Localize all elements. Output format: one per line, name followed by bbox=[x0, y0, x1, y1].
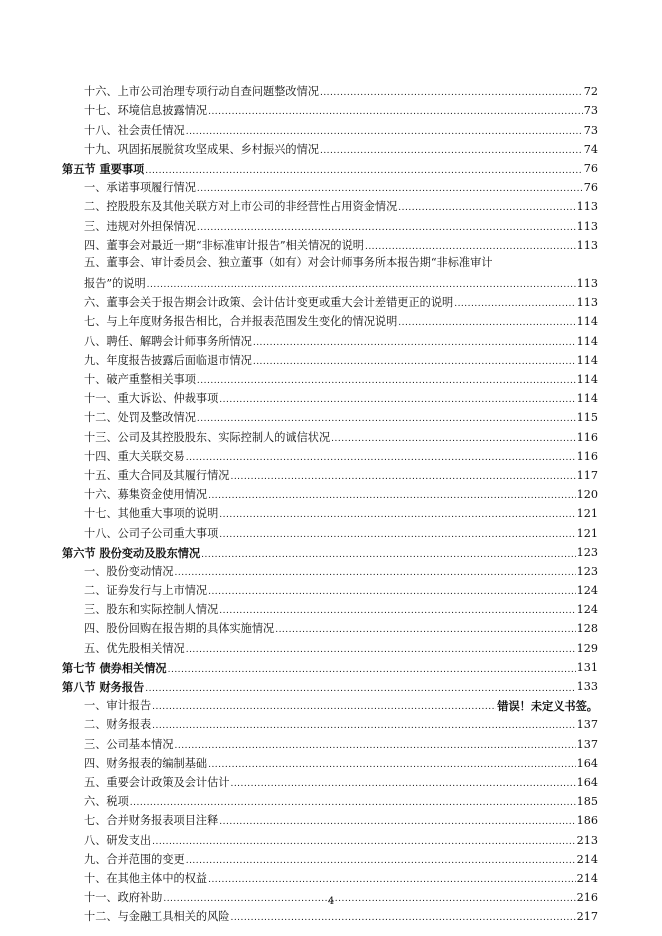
dot-leader bbox=[152, 699, 496, 713]
toc-entry-text: 一、承诺事项履行情况 bbox=[84, 181, 196, 195]
dot-leader bbox=[219, 603, 575, 617]
toc-page-number: 131 bbox=[576, 660, 598, 674]
toc-entry-text: 第六节 股份变动及股东情况 bbox=[62, 545, 201, 560]
toc-page-number: 185 bbox=[576, 795, 598, 809]
toc-page-number: 114 bbox=[576, 353, 598, 367]
toc-entry[interactable] bbox=[62, 598, 598, 617]
dot-leader bbox=[168, 661, 576, 675]
toc-page-number: 128 bbox=[576, 622, 598, 636]
toc-entry-text: 第七节 债券相关情况 bbox=[62, 660, 167, 675]
toc-entry[interactable] bbox=[62, 464, 598, 483]
toc-page-number: 76 bbox=[583, 161, 598, 175]
toc-page-number: 123 bbox=[576, 564, 598, 578]
toc-entry-text: 十一、重大诉讼、仲裁事项 bbox=[84, 392, 219, 406]
toc-entry[interactable] bbox=[62, 387, 598, 406]
toc-page-number: 129 bbox=[576, 641, 598, 655]
toc-page-number: 73 bbox=[583, 104, 598, 118]
toc-entry-text: 四、财务报表的编制基础 bbox=[84, 756, 208, 770]
toc-entry-text: 二、控股股东及其他关联方对上市公司的非经营性占用资金情况 bbox=[84, 200, 398, 214]
toc-section-heading[interactable] bbox=[62, 675, 598, 694]
toc-entry-text-cont: 报告”的说明 bbox=[84, 277, 146, 291]
toc-entry-text: 四、董事会对最近一期“非标准审计报告”相关情况的说明 bbox=[84, 238, 364, 252]
toc-entry-text: 十一、政府补助 bbox=[84, 891, 163, 905]
toc-page-number: 213 bbox=[576, 833, 598, 847]
page-number: 4 bbox=[327, 896, 335, 907]
toc-page-number: 123 bbox=[576, 545, 598, 559]
toc-entry-text: 十七、其他重大事项的说明 bbox=[84, 507, 219, 521]
dot-leader bbox=[320, 143, 583, 157]
toc-entry[interactable] bbox=[62, 483, 598, 502]
toc-page-number: 114 bbox=[576, 392, 598, 406]
toc-entry-text: 二、财务报表 bbox=[84, 718, 152, 732]
toc-entry-text: 七、与上年度财务报告相比，合并报表范围发生变化的情况说明 bbox=[84, 315, 398, 329]
toc-entry[interactable] bbox=[62, 138, 598, 157]
dot-leader bbox=[208, 104, 583, 118]
toc-entry[interactable] bbox=[62, 349, 598, 368]
dot-leader bbox=[219, 507, 575, 521]
toc-page-number: 137 bbox=[576, 718, 598, 732]
dot-leader bbox=[219, 527, 575, 541]
dot-leader bbox=[175, 565, 576, 579]
toc-entry[interactable] bbox=[62, 732, 598, 751]
toc-entry[interactable] bbox=[62, 329, 598, 348]
dot-leader bbox=[152, 718, 576, 732]
toc-page-number: 114 bbox=[576, 334, 598, 348]
dot-leader bbox=[208, 584, 576, 598]
toc-entry[interactable] bbox=[62, 809, 598, 828]
dot-leader bbox=[186, 124, 583, 138]
dot-leader bbox=[365, 239, 576, 253]
toc-page-number: 116 bbox=[576, 449, 598, 463]
toc-entry-text: 十七、环境信息披露情况 bbox=[84, 104, 208, 118]
dot-leader bbox=[454, 296, 575, 310]
dot-leader bbox=[186, 450, 576, 464]
toc-entry-text: 四、股份回购在报告期的具体实施情况 bbox=[84, 622, 275, 636]
toc-page-number: 214 bbox=[576, 852, 598, 866]
toc-entry[interactable] bbox=[62, 406, 598, 425]
dot-leader bbox=[275, 622, 575, 636]
toc-entry-text: 第五节 重要事项 bbox=[62, 161, 145, 176]
toc-entry-text: 十八、社会责任情况 bbox=[84, 123, 185, 137]
toc-entry-text: 九、年度报告披露后面临退市情况 bbox=[84, 353, 252, 367]
toc-entry-text: 十五、重大合同及其履行情况 bbox=[84, 468, 230, 482]
toc-entry[interactable] bbox=[62, 310, 598, 329]
toc-entry-text: 第八节 财务报告 bbox=[62, 680, 145, 694]
toc-entry[interactable] bbox=[62, 214, 598, 233]
dot-leader bbox=[197, 373, 576, 387]
toc-entry-text: 十、破产重整相关事项 bbox=[84, 373, 196, 386]
toc-section-heading[interactable] bbox=[62, 157, 598, 176]
dot-leader bbox=[219, 392, 575, 406]
toc-page-number: 216 bbox=[576, 891, 598, 905]
toc-page-number: 113 bbox=[576, 277, 598, 291]
toc-entry[interactable] bbox=[62, 253, 598, 291]
toc-entry-text: 八、聘任、解聘会计师事务所情况 bbox=[84, 334, 252, 348]
toc-page-number: 72 bbox=[583, 85, 598, 99]
toc-entry[interactable] bbox=[62, 636, 598, 655]
toc-entry[interactable] bbox=[62, 694, 598, 713]
toc-entry[interactable] bbox=[62, 771, 598, 790]
toc-page-number: 137 bbox=[576, 737, 598, 751]
dot-leader bbox=[201, 546, 575, 560]
toc-entry-text: 十三、公司及其控股股东、实际控制人的诚信状况 bbox=[84, 430, 331, 444]
toc-entry-text: 十六、上市公司治理专项行动自查问题整改情况 bbox=[84, 85, 319, 99]
toc-entry[interactable] bbox=[62, 80, 598, 99]
toc-entry[interactable] bbox=[62, 790, 598, 809]
toc-entry[interactable] bbox=[62, 425, 598, 444]
toc-entry-text: 十二、与金融工具相关的风险 bbox=[84, 910, 230, 924]
toc-entry[interactable] bbox=[62, 713, 598, 732]
toc-page-number: 113 bbox=[576, 200, 598, 214]
toc-entry-text: 十八、公司子公司重大事项 bbox=[84, 526, 219, 540]
toc-page-number: 121 bbox=[576, 526, 598, 540]
dot-leader bbox=[175, 738, 576, 752]
toc-entry-text: 六、税项 bbox=[84, 795, 129, 809]
dot-leader bbox=[186, 642, 576, 656]
dot-leader bbox=[253, 354, 576, 368]
toc-page-number: 114 bbox=[576, 315, 598, 329]
dot-leader bbox=[130, 795, 576, 809]
toc-entry[interactable] bbox=[62, 99, 598, 118]
toc-page-number: 114 bbox=[576, 373, 598, 386]
toc-entry[interactable] bbox=[62, 118, 598, 137]
dot-leader bbox=[147, 277, 576, 291]
toc-page-number: 117 bbox=[576, 468, 598, 482]
toc-entry[interactable] bbox=[62, 617, 598, 636]
toc-entry[interactable] bbox=[62, 291, 598, 310]
dot-leader bbox=[186, 853, 576, 867]
dot-leader bbox=[145, 680, 575, 694]
toc-entry-text: 五、优先股相关情况 bbox=[84, 641, 185, 655]
dot-leader bbox=[253, 335, 576, 349]
toc-entry-text: 一、股份变动情况 bbox=[84, 564, 174, 578]
toc-entry-text: 三、违规对外担保情况 bbox=[84, 219, 196, 233]
toc-entry-text: 十九、巩固拓展脱贫攻坚成果、乡村振兴的情况 bbox=[84, 142, 319, 156]
toc-page-number: 133 bbox=[576, 680, 598, 693]
toc-entry-text: 十六、募集资金使用情况 bbox=[84, 488, 208, 502]
toc-entry-text: 八、研发支出 bbox=[84, 833, 152, 847]
dot-leader bbox=[398, 315, 575, 329]
toc-page-number: 164 bbox=[576, 756, 598, 770]
toc-entry[interactable] bbox=[62, 176, 598, 195]
dot-leader bbox=[197, 411, 576, 425]
toc-entry-text: 一、审计报告 bbox=[84, 699, 152, 713]
toc-page-number: 186 bbox=[576, 814, 598, 828]
toc-entry[interactable] bbox=[62, 905, 598, 924]
dot-leader bbox=[331, 431, 576, 445]
toc-entry-text: 六、董事会关于报告期会计政策、会计估计变更或重大会计差错更正的说明 bbox=[84, 296, 454, 310]
toc-entry[interactable] bbox=[62, 521, 598, 540]
toc-page-number: 120 bbox=[576, 488, 598, 502]
toc-entry-continuation bbox=[84, 272, 598, 291]
toc-page-number: 116 bbox=[576, 430, 598, 444]
dot-leader bbox=[230, 469, 575, 483]
toc-entry[interactable] bbox=[62, 445, 598, 464]
toc-entry-text: 三、股东和实际控制人情况 bbox=[84, 603, 219, 617]
dot-leader bbox=[197, 181, 583, 195]
toc-entry[interactable] bbox=[62, 560, 598, 579]
toc-entry-text: 五、重要会计政策及会计估计 bbox=[84, 775, 230, 789]
toc-entry-text: 十二、处罚及整改情况 bbox=[84, 411, 196, 425]
toc-entry[interactable] bbox=[62, 234, 598, 253]
toc-page-number: 217 bbox=[576, 910, 598, 924]
toc-page-number: 76 bbox=[583, 181, 598, 195]
toc-entry[interactable] bbox=[62, 195, 598, 214]
table-of-contents bbox=[62, 80, 598, 924]
dot-leader bbox=[208, 872, 576, 886]
toc-entry-text: 七、合并财务报表项目注释 bbox=[84, 814, 219, 828]
toc-page-number: 113 bbox=[576, 296, 598, 310]
toc-entry[interactable] bbox=[62, 848, 598, 867]
toc-entry-text: 十、在其他主体中的权益 bbox=[84, 871, 208, 885]
dot-leader bbox=[230, 776, 575, 790]
toc-error-reference: 错误！未定义书签。 bbox=[497, 699, 598, 714]
dot-leader bbox=[230, 910, 575, 924]
toc-entry[interactable] bbox=[62, 502, 598, 521]
toc-page-number: 124 bbox=[576, 584, 598, 598]
toc-page-number: 115 bbox=[576, 411, 598, 425]
toc-page-number: 164 bbox=[576, 775, 598, 789]
toc-entry-text: 二、证券发行与上市情况 bbox=[84, 584, 208, 598]
toc-page-number: 74 bbox=[583, 142, 598, 156]
toc-entry-text: 五、董事会、审计委员会、独立董事（如有）对会计师事务所本报告期“非标准审计 bbox=[84, 255, 493, 269]
toc-entry[interactable] bbox=[62, 867, 598, 886]
toc-entry[interactable] bbox=[62, 368, 598, 387]
toc-entry-text: 九、合并范围的变更 bbox=[84, 852, 185, 866]
toc-page-number: 73 bbox=[583, 123, 598, 137]
toc-entry[interactable] bbox=[62, 579, 598, 598]
dot-leader bbox=[152, 834, 576, 848]
toc-page-number: 121 bbox=[576, 507, 598, 521]
toc-section-heading[interactable] bbox=[62, 541, 598, 560]
dot-leader bbox=[219, 814, 575, 828]
toc-entry-text: 三、公司基本情况 bbox=[84, 737, 174, 751]
dot-leader bbox=[208, 488, 576, 502]
toc-section-heading[interactable] bbox=[62, 656, 598, 675]
dot-leader bbox=[320, 85, 583, 99]
toc-page-number: 124 bbox=[576, 603, 598, 617]
toc-entry[interactable] bbox=[62, 828, 598, 847]
dot-leader bbox=[208, 757, 576, 771]
dot-leader bbox=[398, 200, 575, 214]
toc-entry-text: 十四、重大关联交易 bbox=[84, 449, 185, 463]
toc-entry[interactable] bbox=[62, 752, 598, 771]
toc-page-number: 113 bbox=[576, 238, 598, 252]
dot-leader bbox=[197, 220, 576, 234]
toc-page-number: 113 bbox=[576, 219, 598, 233]
dot-leader bbox=[145, 162, 583, 176]
toc-page-number: 214 bbox=[576, 871, 598, 885]
